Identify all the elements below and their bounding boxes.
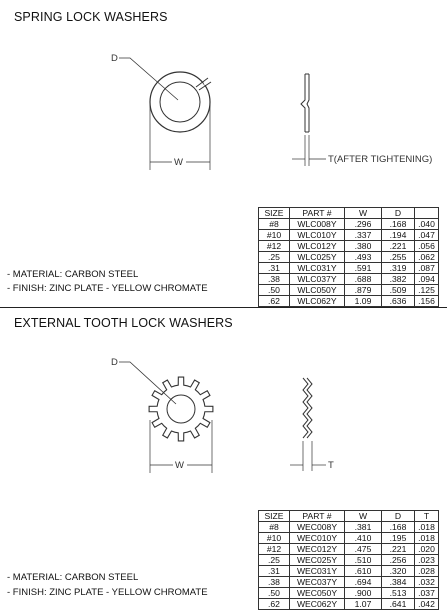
table-cell: .087 <box>415 263 439 274</box>
table-row <box>259 588 439 599</box>
tooth-side-view-left <box>303 378 308 438</box>
tooth-section-title: EXTERNAL TOOTH LOCK WASHERS <box>14 316 233 330</box>
tooth-dim-t-label: T <box>328 460 334 471</box>
table-row <box>259 241 439 252</box>
table-cell: .636 <box>382 296 415 307</box>
table-cell: #10 <box>259 230 290 241</box>
table-cell: #8 <box>259 522 290 533</box>
table-cell: WEC031Y <box>290 566 345 577</box>
table-cell: 1.07 <box>345 599 382 610</box>
table-cell: .31 <box>259 566 290 577</box>
table-cell: .381 <box>345 522 382 533</box>
table-cell: WEC037Y <box>290 577 345 588</box>
table-row <box>259 544 439 555</box>
table-cell: WLC025Y <box>290 252 345 263</box>
tooth-col-d: D <box>382 511 415 522</box>
table-cell: WLC062Y <box>290 296 345 307</box>
table-cell: .320 <box>382 566 415 577</box>
table-cell: .296 <box>345 219 382 230</box>
tooth-material-note: - MATERIAL: CARBON STEEL <box>7 572 139 583</box>
table-cell: .25 <box>259 252 290 263</box>
table-cell: .255 <box>382 252 415 263</box>
spring-dim-d-label: D <box>111 53 118 64</box>
tooth-col-w: W <box>345 511 382 522</box>
table-cell: #10 <box>259 533 290 544</box>
spring-col-w: W <box>345 208 382 219</box>
table-cell: WEC010Y <box>290 533 345 544</box>
table-cell: WEC050Y <box>290 588 345 599</box>
spring-material-note: - MATERIAL: CARBON STEEL <box>7 269 139 280</box>
table-cell: .50 <box>259 588 290 599</box>
table-cell: WLC008Y <box>290 219 345 230</box>
table-cell: WEC025Y <box>290 555 345 566</box>
table-cell: WLC012Y <box>290 241 345 252</box>
table-cell: .319 <box>382 263 415 274</box>
tooth-finish-note: - FINISH: ZINC PLATE - YELLOW CHROMATE <box>7 587 208 598</box>
table-cell: WLC050Y <box>290 285 345 296</box>
table-row <box>259 555 439 566</box>
spring-section-title: SPRING LOCK WASHERS <box>14 10 168 24</box>
table-cell: .094 <box>415 274 439 285</box>
table-cell: .040 <box>415 219 439 230</box>
table-cell: .042 <box>415 599 439 610</box>
table-cell: .475 <box>345 544 382 555</box>
tooth-dim-w-label: W <box>175 460 184 471</box>
table-cell: .31 <box>259 263 290 274</box>
spring-washer-inner-circle <box>160 82 200 122</box>
table-cell: .62 <box>259 296 290 307</box>
table-cell: #8 <box>259 219 290 230</box>
table-cell: .018 <box>415 522 439 533</box>
table-cell: .156 <box>415 296 439 307</box>
tooth-col-part: PART # <box>290 511 345 522</box>
table-cell: .337 <box>345 230 382 241</box>
table-cell: .38 <box>259 577 290 588</box>
table-cell: .056 <box>415 241 439 252</box>
table-cell: .50 <box>259 285 290 296</box>
table-cell: WEC012Y <box>290 544 345 555</box>
table-cell: .047 <box>415 230 439 241</box>
table-row <box>259 263 439 274</box>
spring-col-part: PART # <box>290 208 345 219</box>
spring-col-t <box>415 208 439 219</box>
table-cell: .384 <box>382 577 415 588</box>
spring-col-size: SIZE <box>259 208 290 219</box>
table-cell: .510 <box>345 555 382 566</box>
spring-side-view-left <box>301 74 305 132</box>
table-row <box>259 252 439 263</box>
spring-side-view-right <box>307 74 309 132</box>
table-cell: .032 <box>415 577 439 588</box>
tooth-washer-outline <box>149 377 213 441</box>
table-cell: .256 <box>382 555 415 566</box>
table-cell: .125 <box>415 285 439 296</box>
table-cell: .168 <box>382 522 415 533</box>
table-cell: .38 <box>259 274 290 285</box>
tooth-dim-d-label: D <box>111 357 118 368</box>
table-cell: .694 <box>345 577 382 588</box>
table-cell: .610 <box>345 566 382 577</box>
table-cell: .221 <box>382 544 415 555</box>
table-cell: WEC062Y <box>290 599 345 610</box>
table-row <box>259 566 439 577</box>
table-cell: .062 <box>415 252 439 263</box>
spring-table-body <box>259 219 439 307</box>
tooth-dim-d-leader <box>119 362 176 404</box>
spring-col-d: D <box>382 208 415 219</box>
table-cell: .688 <box>345 274 382 285</box>
table-cell: .382 <box>382 274 415 285</box>
table-cell: .25 <box>259 555 290 566</box>
table-cell: .513 <box>382 588 415 599</box>
table-cell: .410 <box>345 533 382 544</box>
table-cell: .591 <box>345 263 382 274</box>
table-cell: .509 <box>382 285 415 296</box>
table-cell: .018 <box>415 533 439 544</box>
table-cell: .221 <box>382 241 415 252</box>
spring-finish-note: - FINISH: ZINC PLATE - YELLOW CHROMATE <box>7 283 208 294</box>
table-row <box>259 285 439 296</box>
table-row <box>259 577 439 588</box>
table-cell: .023 <box>415 555 439 566</box>
table-cell: .194 <box>382 230 415 241</box>
spring-table-header-row <box>259 208 439 219</box>
spring-dim-d-leader <box>119 58 178 100</box>
table-cell: .900 <box>345 588 382 599</box>
spring-washer-outer-circle <box>150 72 210 132</box>
tooth-table-body <box>259 522 439 610</box>
tooth-table-header-row <box>259 511 439 522</box>
table-cell: .195 <box>382 533 415 544</box>
spring-dim-w-label: W <box>174 157 183 168</box>
table-cell: .168 <box>382 219 415 230</box>
table-cell: #12 <box>259 544 290 555</box>
table-cell: WLC037Y <box>290 274 345 285</box>
table-cell: .020 <box>415 544 439 555</box>
spring-dim-t-label: T(AFTER TIGHTENING) <box>328 154 433 165</box>
tooth-spec-table <box>258 510 439 610</box>
table-cell: .641 <box>382 599 415 610</box>
table-cell: WLC010Y <box>290 230 345 241</box>
table-cell: WEC008Y <box>290 522 345 533</box>
table-cell: .62 <box>259 599 290 610</box>
spring-spec-table <box>258 207 439 307</box>
tooth-col-t: T <box>415 511 439 522</box>
table-cell: .028 <box>415 566 439 577</box>
table-cell: .493 <box>345 252 382 263</box>
table-row <box>259 230 439 241</box>
table-cell: WLC031Y <box>290 263 345 274</box>
table-row <box>259 533 439 544</box>
table-row <box>259 274 439 285</box>
table-row <box>259 219 439 230</box>
table-cell: .380 <box>345 241 382 252</box>
table-cell: 1.09 <box>345 296 382 307</box>
table-cell: .879 <box>345 285 382 296</box>
tooth-col-size: SIZE <box>259 511 290 522</box>
table-cell: #12 <box>259 241 290 252</box>
table-cell: .037 <box>415 588 439 599</box>
table-row <box>259 522 439 533</box>
